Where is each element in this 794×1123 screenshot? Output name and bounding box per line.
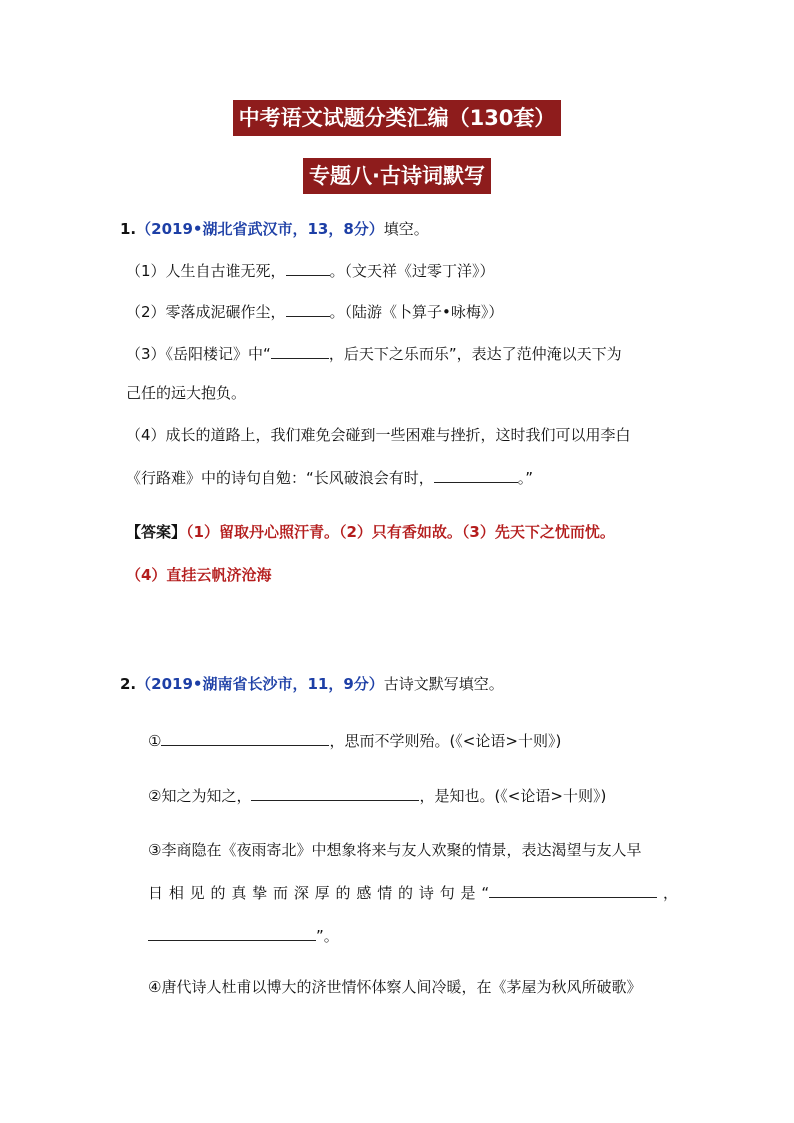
q2-item-2-text: ②知之为知之， (148, 787, 252, 805)
answer-blank (251, 784, 419, 801)
q2-item-1 (148, 729, 561, 752)
answer-part-2: （2）只有香如故。 (338, 523, 462, 541)
answer-blank (148, 924, 316, 941)
q2-item-3-line-1 (148, 839, 641, 861)
q2-item-3-line-2 (148, 881, 678, 904)
question-source: （2019•湖南省长沙市，11，9分） (136, 675, 384, 693)
q1-item-3-cont-text: 己任的远大抱负。 (126, 384, 247, 402)
answer-blank (271, 342, 329, 359)
answer-part-4: （4）直挂云帆济沧海 (126, 566, 272, 584)
section-title: 专题八·古诗词默写 (303, 158, 491, 194)
q1-item-4 (126, 424, 631, 446)
q1-item-4-continuation (126, 466, 533, 489)
q2-item-2 (148, 784, 606, 807)
question-2-header (120, 673, 504, 695)
q1-item-2 (126, 300, 503, 323)
q2-item-1-marker: ① (148, 732, 162, 750)
answer-blank (286, 300, 330, 317)
question-number: 1. (120, 220, 137, 238)
q1-item-4-closing: 。” (517, 469, 534, 487)
q2-item-3-text: ③李商隐在《夜雨寄北》中想象将来与友人欢聚的情景，表达渴望与友人早 (148, 841, 642, 859)
question-1-header (120, 218, 429, 240)
q2-item-3-text-cont: 日相见的真挚而深厚的感情的诗句是“ (148, 884, 490, 902)
question-source: （2019•湖北省武汉市，13，8分） (136, 220, 384, 238)
answer-part-1: （1）留取丹心照汗青。 (186, 523, 339, 541)
q1-item-3-text: （3）《岳阳楼记》中“ (126, 345, 271, 363)
answer-label: 【答案】 (126, 523, 187, 541)
question-instruction: 古诗文默写填空。 (383, 675, 504, 693)
q1-item-4-text: （4）成长的道路上，我们难免会碰到一些困难与挫折，这时我们可以用李白 (126, 426, 631, 444)
answer-blank (286, 259, 330, 276)
answer-blank (489, 881, 657, 898)
question-instruction: 填空。 (383, 220, 429, 238)
q1-item-2-source: 。（陆游《卜算子•咏梅》） (329, 303, 504, 321)
q2-item-4-line-1 (148, 976, 641, 998)
answer-blank (434, 466, 518, 483)
q1-answer (126, 521, 615, 543)
q2-item-4-text: ④唐代诗人杜甫以博大的济世情怀体察人间冷暖，在《茅屋为秋风所破歌》 (148, 978, 642, 996)
q1-item-3-text-cont: ，后天下之乐而乐”，表达了范仲淹以天下为 (328, 345, 622, 363)
q2-item-1-text: ，思而不学则殆。(《<论语>十则》) (329, 732, 562, 750)
q2-item-3-line-3 (148, 924, 339, 947)
answer-blank (161, 729, 329, 746)
q1-answer-line-2 (126, 564, 271, 586)
section-title-banner (0, 158, 794, 194)
answer-part-3: （3）先天下之忧而忧。 (461, 523, 615, 541)
document-title-banner (0, 100, 794, 136)
q1-item-1-source: 。（文天祥《过零丁洋》） (329, 262, 495, 280)
q1-item-1-text: （1）人生自古谁无死， (126, 262, 286, 280)
q1-item-3-continuation (126, 382, 246, 404)
document-title: 中考语文试题分类汇编（130套） (233, 100, 562, 136)
question-number: 2. (120, 675, 137, 693)
q1-item-3 (126, 342, 622, 365)
q2-item-3-comma: ， (657, 884, 678, 902)
q2-item-3-closing: ”。 (316, 927, 339, 945)
q1-item-4-cont-text: 《行路难》中的诗句自勉：“长风破浪会有时， (126, 469, 434, 487)
q2-item-2-source: ，是知也。(《<论语>十则》) (419, 787, 607, 805)
q1-item-1 (126, 259, 495, 282)
q1-item-2-text: （2）零落成泥碾作尘， (126, 303, 286, 321)
